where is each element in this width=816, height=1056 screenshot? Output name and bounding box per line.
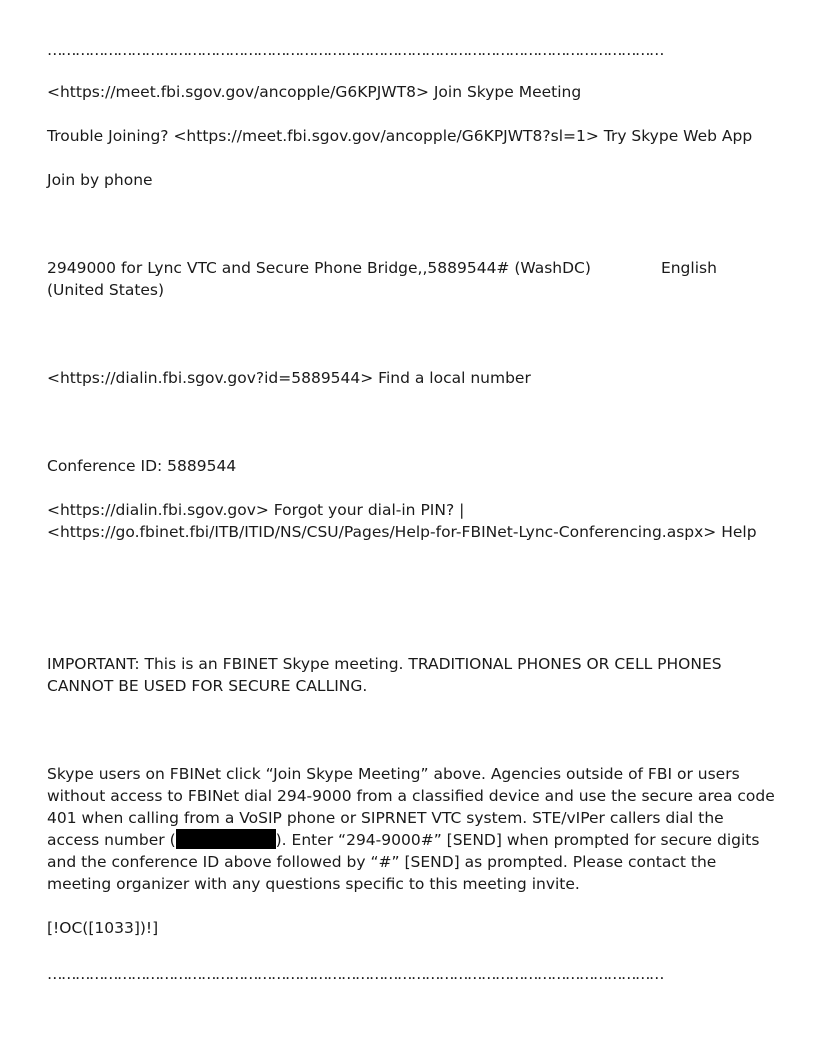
footer-code: [!OC([1033])!]: [47, 919, 159, 937]
trouble-joining-link[interactable]: Trouble Joining? <https://meet.fbi.sgov.gov/ancopple/G6KPJWT8?sl=1> Try Skype Web App: [47, 127, 753, 145]
redaction-box: [176, 829, 276, 849]
separator-top: ……………………………………………………………………………………………………………………: [47, 41, 663, 59]
instructions-text-2: ). Enter “294-9000#” [SEND] when prompted for secure digits and the conference ID above followed by “#” [SEND] as prompted. Please contact the meeting organizer with any questions specific to this meeting invite.: [47, 831, 760, 893]
find-local-number-link[interactable]: <https://dialin.fbi.sgov.gov?id=5889544> Find a local number: [47, 369, 531, 387]
instructions-text-1: Skype users on FBINet click “Join Skype Meeting” above. Agencies outside of FBI or users without access to FBINet dial 294-9000 from a classified device and use the secure area code 401 when calling from a VoSIP phone or SIPRNET VTC system. STE/vIPer callers dial the access number (: [47, 765, 775, 849]
phone-language: English (United States): [47, 259, 717, 299]
help-link[interactable]: <https://go.fbinet.fbi/ITB/ITID/NS/CSU/Pages/Help-for-FBINet-Lync-Conferencing.aspx> Help: [47, 523, 757, 541]
conference-id: Conference ID: 5889544: [47, 457, 237, 475]
forgot-pin-link[interactable]: <https://dialin.fbi.sgov.gov> Forgot your dial-in PIN? |: [47, 501, 465, 519]
separator-bottom: ……………………………………………………………………………………………………………………: [47, 965, 663, 983]
instructions-paragraph: [47, 763, 777, 895]
phone-bridge-number: 2949000 for Lync VTC and Secure Phone Bridge,,5889544# (WashDC): [47, 259, 591, 277]
join-skype-meeting-link[interactable]: <https://meet.fbi.sgov.gov/ancopple/G6KPJWT8> Join Skype Meeting: [47, 83, 582, 101]
important-notice: IMPORTANT: This is an FBINET Skype meeting. TRADITIONAL PHONES OR CELL PHONES CANNOT BE USED FOR SECURE CALLING.: [47, 655, 722, 695]
join-by-phone-heading: Join by phone: [47, 171, 153, 189]
phone-bridge-info: [47, 257, 777, 301]
